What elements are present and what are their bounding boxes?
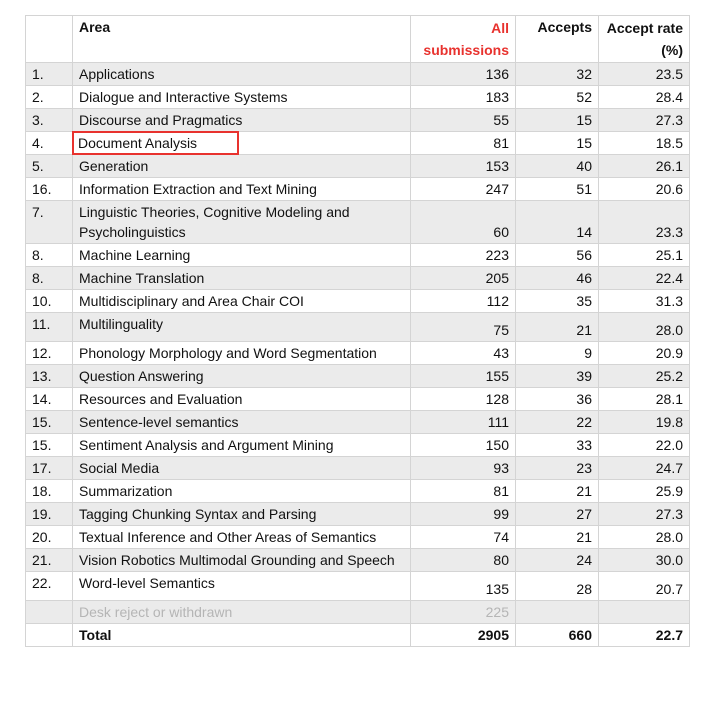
row-index: 13. bbox=[26, 365, 73, 388]
all-submissions-cell: 247 bbox=[411, 178, 516, 201]
row-index: 15. bbox=[26, 434, 73, 457]
table-row bbox=[26, 434, 690, 457]
area-cell bbox=[73, 313, 411, 342]
accepts-cell: 32 bbox=[516, 63, 599, 86]
row-index: 7. bbox=[26, 201, 73, 244]
row-index: 16. bbox=[26, 178, 73, 201]
area-cell bbox=[73, 109, 411, 132]
all-submissions-cell: 136 bbox=[411, 63, 516, 86]
all-submissions-cell: 150 bbox=[411, 434, 516, 457]
all-submissions-cell: 93 bbox=[411, 457, 516, 480]
accepts-cell: 36 bbox=[516, 388, 599, 411]
accepts-cell: 15 bbox=[516, 109, 599, 132]
row-index: 4. bbox=[26, 132, 73, 155]
area-text: Sentence-level semantics bbox=[79, 414, 239, 430]
area-cell bbox=[73, 244, 411, 267]
all-submissions-cell: 128 bbox=[411, 388, 516, 411]
table-row bbox=[26, 86, 690, 109]
row-index: 20. bbox=[26, 526, 73, 549]
area-text: Information Extraction and Text Mining bbox=[79, 181, 317, 197]
area-cell bbox=[73, 572, 411, 601]
accepts-cell: 21 bbox=[516, 313, 599, 342]
area-cell: Desk reject or withdrawn bbox=[73, 601, 411, 624]
all-submissions-cell: 2905 bbox=[411, 624, 516, 647]
area-text: Summarization bbox=[79, 483, 173, 499]
accept-rate-cell: 22.7 bbox=[599, 624, 690, 647]
area-text: Tagging Chunking Syntax and Parsing bbox=[79, 506, 317, 522]
all-submissions-cell: 183 bbox=[411, 86, 516, 109]
row-index: 2. bbox=[26, 86, 73, 109]
row-index: 12. bbox=[26, 342, 73, 365]
accepts-cell: 35 bbox=[516, 290, 599, 313]
area-cell bbox=[73, 457, 411, 480]
table-row bbox=[26, 244, 690, 267]
area-text: Sentiment Analysis and Argument Mining bbox=[79, 437, 334, 453]
area-cell bbox=[73, 178, 411, 201]
accepts-cell: 14 bbox=[516, 201, 599, 244]
area-text: Question Answering bbox=[79, 368, 204, 384]
header-accepts: Accepts bbox=[516, 16, 599, 63]
accept-rate-cell: 25.9 bbox=[599, 480, 690, 503]
row-index: 3. bbox=[26, 109, 73, 132]
row-index: 1. bbox=[26, 63, 73, 86]
accept-rate-cell: 22.4 bbox=[599, 267, 690, 290]
accepts-cell: 9 bbox=[516, 342, 599, 365]
area-text: Phonology Morphology and Word Segmentation bbox=[79, 345, 377, 361]
accept-rate-cell bbox=[599, 601, 690, 624]
area-cell bbox=[73, 86, 411, 109]
area-text: Multidisciplinary and Area Chair COI bbox=[79, 293, 304, 309]
accept-rate-cell: 25.1 bbox=[599, 244, 690, 267]
all-submissions-cell: 223 bbox=[411, 244, 516, 267]
accept-rate-cell: 25.2 bbox=[599, 365, 690, 388]
table-row bbox=[26, 503, 690, 526]
total-row bbox=[26, 624, 690, 647]
all-submissions-cell: 81 bbox=[411, 132, 516, 155]
accept-rate-cell: 19.8 bbox=[599, 411, 690, 434]
accepts-cell: 51 bbox=[516, 178, 599, 201]
row-index bbox=[26, 601, 73, 624]
accept-rate-cell: 26.1 bbox=[599, 155, 690, 178]
table-row bbox=[26, 178, 690, 201]
table-row bbox=[26, 480, 690, 503]
area-cell bbox=[73, 201, 411, 244]
row-index: 19. bbox=[26, 503, 73, 526]
area-text: Word-level Semantics bbox=[79, 575, 215, 591]
table-row bbox=[26, 411, 690, 434]
area-cell bbox=[73, 480, 411, 503]
all-submissions-cell: 153 bbox=[411, 155, 516, 178]
area-text: Vision Robotics Multimodal Grounding and Speech bbox=[79, 552, 395, 568]
accept-rate-cell: 27.3 bbox=[599, 503, 690, 526]
all-submissions-cell: 75 bbox=[411, 313, 516, 342]
header-accept-rate: Accept rate (%) bbox=[599, 16, 690, 63]
accept-rate-cell: 20.7 bbox=[599, 572, 690, 601]
accepts-cell: 23 bbox=[516, 457, 599, 480]
area-cell bbox=[73, 365, 411, 388]
all-submissions-cell: 99 bbox=[411, 503, 516, 526]
desk-reject-row bbox=[26, 601, 690, 624]
area-text: Multilinguality bbox=[79, 316, 164, 332]
table-row bbox=[26, 388, 690, 411]
accepts-cell: 15 bbox=[516, 132, 599, 155]
area-cell bbox=[73, 503, 411, 526]
area-text: Discourse and Pragmatics bbox=[79, 112, 243, 128]
accepts-cell: 21 bbox=[516, 526, 599, 549]
table-row bbox=[26, 63, 690, 86]
accepts-cell: 39 bbox=[516, 365, 599, 388]
table-row bbox=[26, 201, 690, 244]
area-cell bbox=[73, 388, 411, 411]
table-row bbox=[26, 342, 690, 365]
table-row bbox=[26, 290, 690, 313]
accept-rate-cell: 24.7 bbox=[599, 457, 690, 480]
area-cell bbox=[73, 63, 411, 86]
all-submissions-cell: 112 bbox=[411, 290, 516, 313]
accepts-cell: 56 bbox=[516, 244, 599, 267]
accept-rate-cell: 20.9 bbox=[599, 342, 690, 365]
accepts-cell: 33 bbox=[516, 434, 599, 457]
table-row bbox=[26, 132, 690, 155]
table-row bbox=[26, 526, 690, 549]
area-text: Social Media bbox=[79, 460, 160, 476]
row-index: 21. bbox=[26, 549, 73, 572]
all-submissions-cell: 43 bbox=[411, 342, 516, 365]
table-row bbox=[26, 549, 690, 572]
accepts-cell: 660 bbox=[516, 624, 599, 647]
all-submissions-cell: 111 bbox=[411, 411, 516, 434]
header-area: Area bbox=[73, 16, 411, 63]
row-index: 8. bbox=[26, 244, 73, 267]
accepts-cell: 40 bbox=[516, 155, 599, 178]
accept-rate-cell: 22.0 bbox=[599, 434, 690, 457]
area-cell bbox=[73, 342, 411, 365]
area-cell: Total bbox=[73, 624, 411, 647]
accepts-cell bbox=[516, 601, 599, 624]
accept-rate-cell: 28.4 bbox=[599, 86, 690, 109]
table-row bbox=[26, 572, 690, 601]
area-cell bbox=[73, 434, 411, 457]
all-submissions-cell: 74 bbox=[411, 526, 516, 549]
all-submissions-cell: 80 bbox=[411, 549, 516, 572]
row-index bbox=[26, 624, 73, 647]
submissions-table bbox=[25, 15, 690, 647]
row-index: 10. bbox=[26, 290, 73, 313]
area-cell bbox=[73, 290, 411, 313]
row-index: 8. bbox=[26, 267, 73, 290]
all-submissions-cell: 135 bbox=[411, 572, 516, 601]
row-index: 17. bbox=[26, 457, 73, 480]
accept-rate-cell: 23.3 bbox=[599, 201, 690, 244]
row-index: 14. bbox=[26, 388, 73, 411]
table-row bbox=[26, 267, 690, 290]
all-submissions-cell: 81 bbox=[411, 480, 516, 503]
accept-rate-cell: 28.0 bbox=[599, 313, 690, 342]
accept-rate-cell: 30.0 bbox=[599, 549, 690, 572]
area-text: Machine Translation bbox=[79, 270, 205, 286]
area-cell bbox=[73, 526, 411, 549]
area-cell bbox=[73, 267, 411, 290]
all-submissions-cell: 225 bbox=[411, 601, 516, 624]
accepts-cell: 46 bbox=[516, 267, 599, 290]
row-index: 22. bbox=[26, 572, 73, 601]
row-index: 11. bbox=[26, 313, 73, 342]
header-index bbox=[26, 16, 73, 63]
area-text: Linguistic Theories, Cognitive Modeling and Psycholinguistics bbox=[79, 204, 350, 240]
area-cell bbox=[73, 132, 411, 155]
all-submissions-cell: 60 bbox=[411, 201, 516, 244]
header-all-submissions bbox=[411, 16, 516, 63]
accept-rate-cell: 28.1 bbox=[599, 388, 690, 411]
accepts-cell: 24 bbox=[516, 549, 599, 572]
table-row bbox=[26, 365, 690, 388]
area-text: Dialogue and Interactive Systems bbox=[79, 89, 288, 105]
accepts-cell: 28 bbox=[516, 572, 599, 601]
area-cell bbox=[73, 411, 411, 434]
accepts-cell: 21 bbox=[516, 480, 599, 503]
highlight-box: Document Analysis bbox=[74, 133, 237, 153]
table-row bbox=[26, 109, 690, 132]
row-index: 18. bbox=[26, 480, 73, 503]
area-text: Resources and Evaluation bbox=[79, 391, 243, 407]
accept-rate-cell: 20.6 bbox=[599, 178, 690, 201]
accept-rate-cell: 23.5 bbox=[599, 63, 690, 86]
area-text: Applications bbox=[79, 66, 155, 82]
accept-rate-cell: 28.0 bbox=[599, 526, 690, 549]
all-submissions-cell: 205 bbox=[411, 267, 516, 290]
area-text: Generation bbox=[79, 158, 149, 174]
area-cell bbox=[73, 155, 411, 178]
accepts-cell: 22 bbox=[516, 411, 599, 434]
accepts-cell: 52 bbox=[516, 86, 599, 109]
accept-rate-cell: 31.3 bbox=[599, 290, 690, 313]
row-index: 15. bbox=[26, 411, 73, 434]
area-cell bbox=[73, 549, 411, 572]
all-submissions-cell: 55 bbox=[411, 109, 516, 132]
header-all-text: All submissions bbox=[423, 20, 509, 58]
accept-rate-cell: 27.3 bbox=[599, 109, 690, 132]
header-row bbox=[26, 16, 690, 63]
table-row bbox=[26, 313, 690, 342]
table-row bbox=[26, 457, 690, 480]
all-submissions-cell: 155 bbox=[411, 365, 516, 388]
accepts-cell: 27 bbox=[516, 503, 599, 526]
row-index: 5. bbox=[26, 155, 73, 178]
table-row bbox=[26, 155, 690, 178]
area-text: Textual Inference and Other Areas of Semantics bbox=[79, 529, 377, 545]
area-text: Machine Learning bbox=[79, 247, 191, 263]
accept-rate-cell: 18.5 bbox=[599, 132, 690, 155]
